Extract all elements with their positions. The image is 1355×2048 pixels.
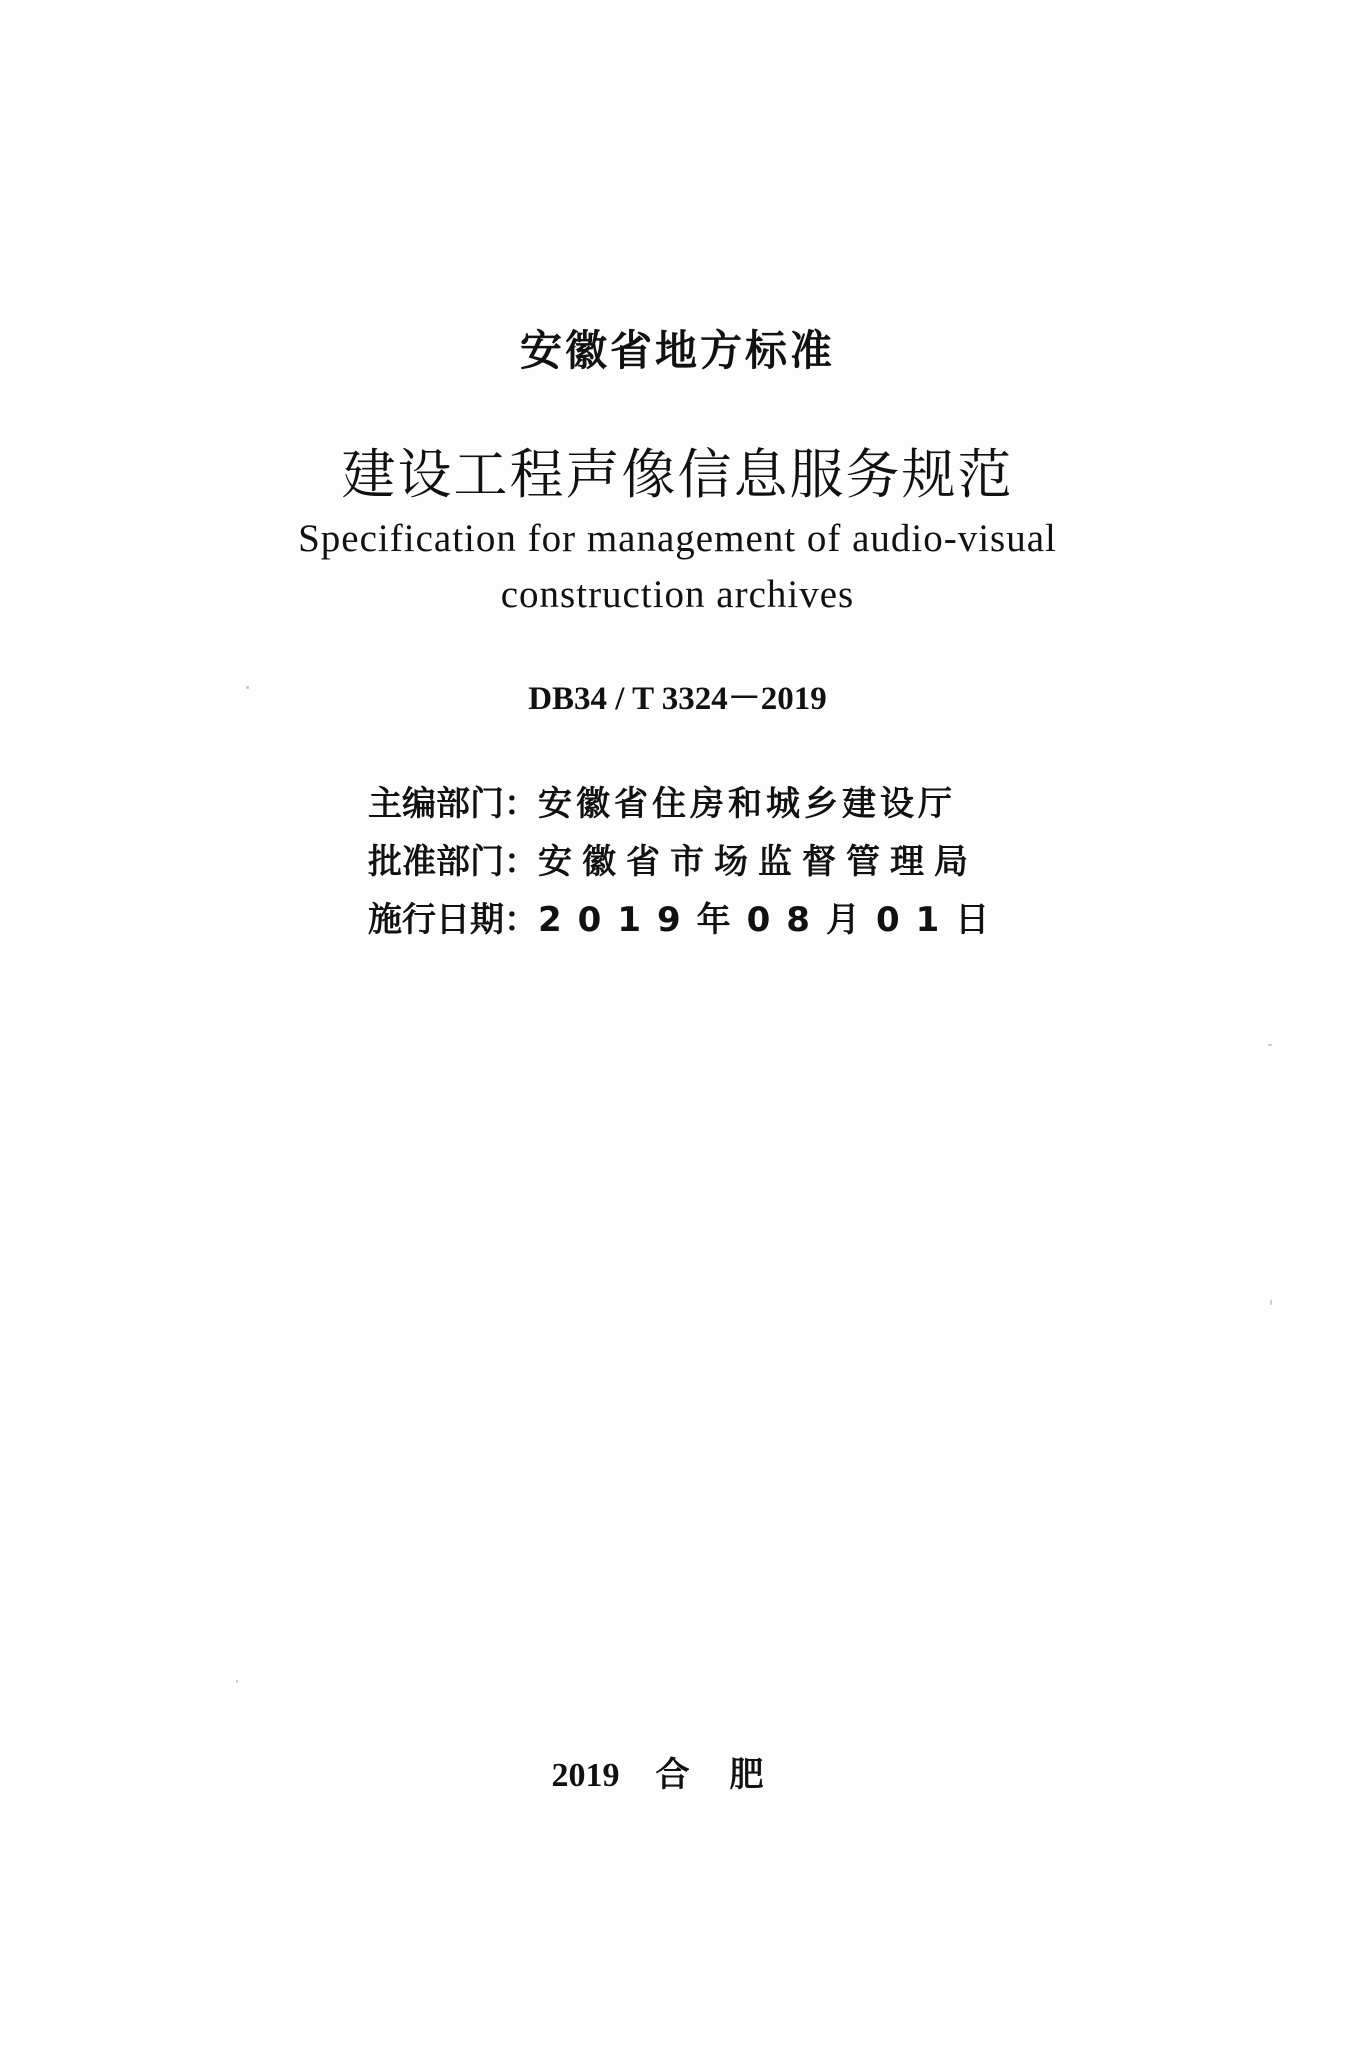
title-chinese: 建设工程声像信息服务规范 (341, 443, 1014, 506)
publication-year: 2019 (551, 1757, 620, 1794)
editor-department-row (368, 776, 956, 825)
title-english-line-1: Specification for management of audio-visual (298, 517, 1057, 560)
standard-code: DB34 / T 3324－2019 (528, 681, 827, 717)
scan-speck (246, 686, 249, 689)
approver-department-row (368, 834, 978, 883)
publication-city: 合肥 (655, 1755, 804, 1795)
publication-footer (0, 1747, 1355, 1796)
approver-department-label: 批准部门： (368, 842, 538, 882)
effective-date-value: 2019年08月01日 (538, 900, 1006, 940)
effective-date-label: 施行日期： (368, 900, 538, 940)
approver-department-value: 安徽省市场监督管理局 (538, 842, 978, 882)
scan-speck (236, 1680, 238, 1683)
scan-speck (1270, 1300, 1272, 1305)
standard-type-heading: 安徽省地方标准 (519, 326, 835, 375)
effective-date-row (368, 892, 1005, 941)
title-english-line-2: construction archives (500, 573, 855, 616)
editor-department-label: 主编部门： (368, 784, 538, 824)
editor-department-value: 安徽省住房和城乡建设厅 (538, 784, 956, 824)
scan-speck (1268, 1044, 1272, 1046)
